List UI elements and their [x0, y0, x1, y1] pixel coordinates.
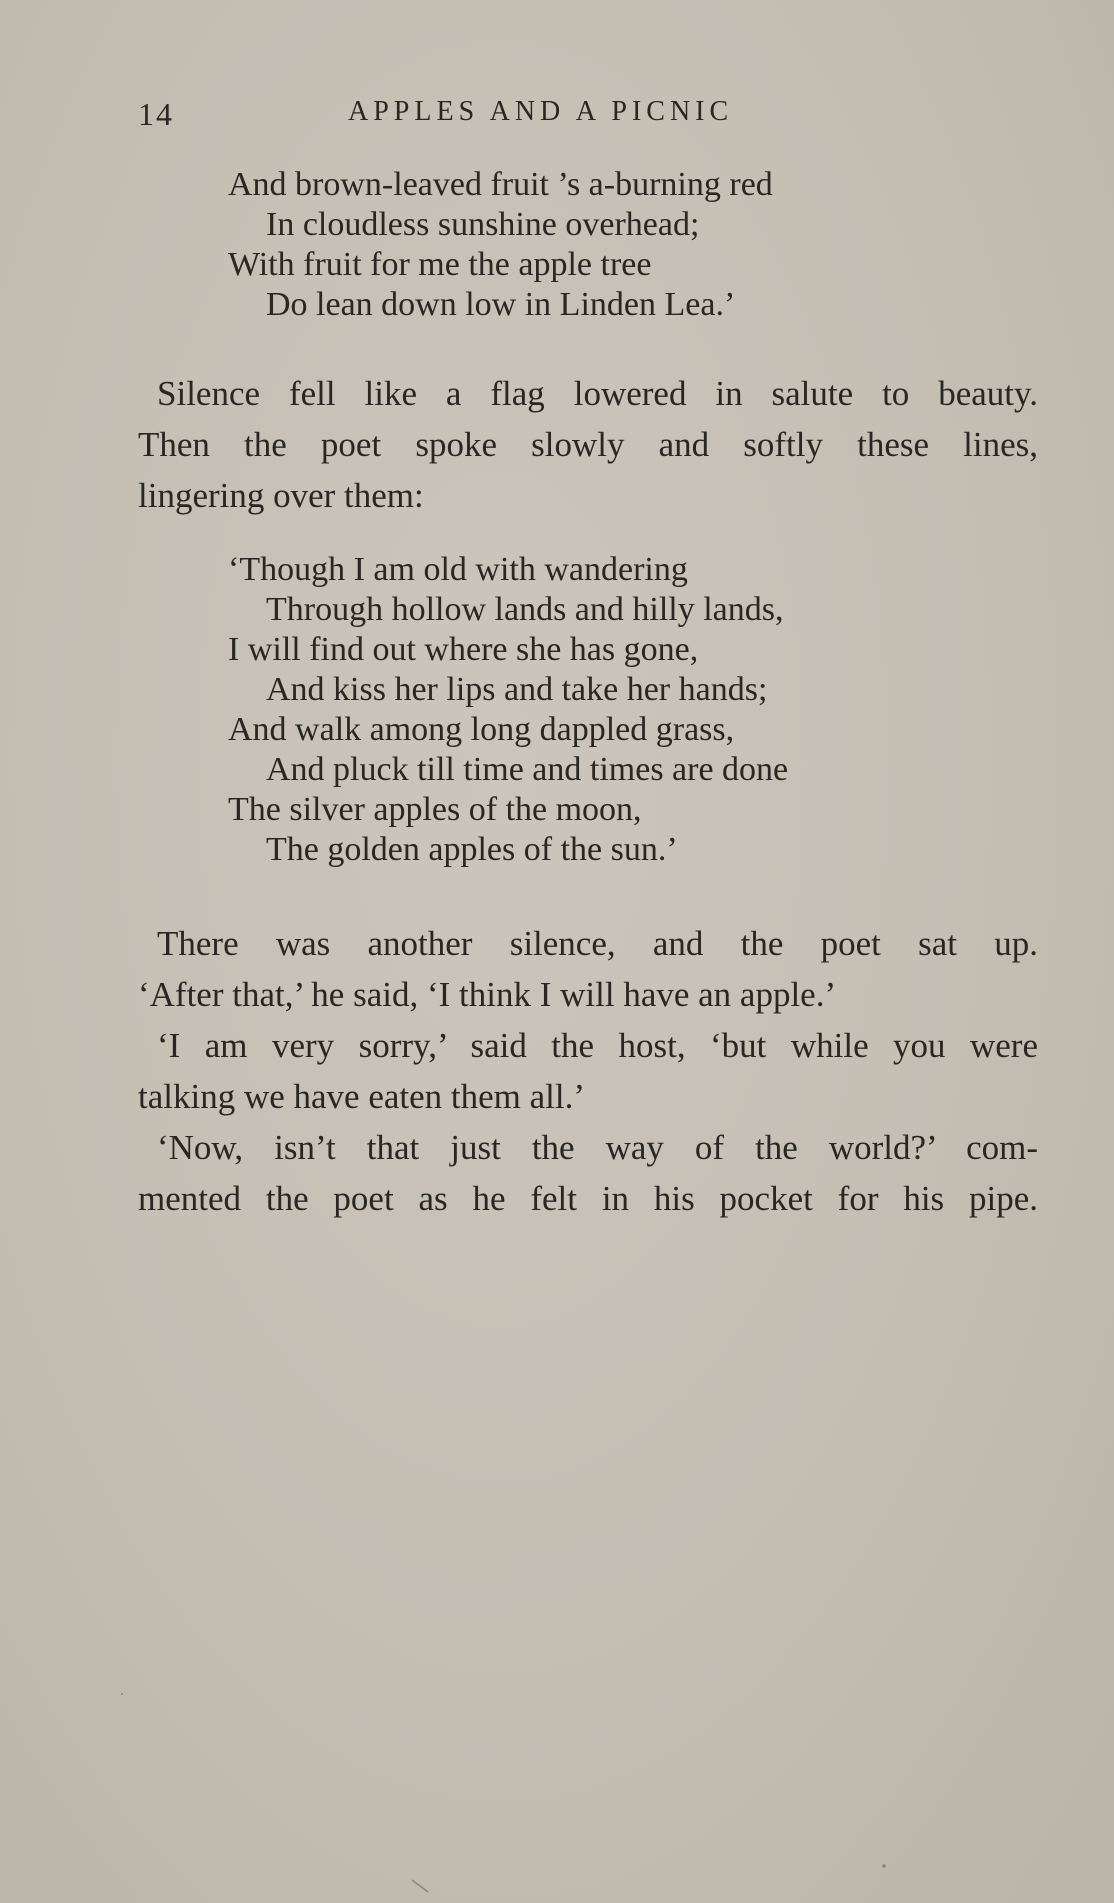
verse-line: Through hollow lands and hilly lands,	[266, 591, 784, 628]
verse-line: Do lean down low in Linden Lea.’	[266, 286, 736, 323]
verse-line: In cloudless sunshine overhead;	[266, 206, 700, 243]
paragraph-line: lingering over them:	[138, 476, 424, 515]
paragraph-line: ‘Now, isn’t that just the way of the world?’ com-	[157, 1128, 1038, 1167]
paragraph-line: There was another silence, and the poet sat up.	[157, 924, 1038, 963]
paragraph-line: Then the poet spoke slowly and softly these lines,	[138, 425, 1038, 464]
paragraph-line: ‘After that,’ he said, ‘I think I will have an apple.’	[138, 975, 837, 1014]
verse-line: With fruit for me the apple tree	[228, 246, 652, 283]
verse-line: The silver apples of the moon,	[228, 791, 642, 828]
verse-line: And pluck till time and times are done	[266, 751, 789, 788]
verse-line: And walk among long dappled grass,	[228, 711, 735, 748]
verse-line: I will find out where she has gone,	[228, 631, 699, 668]
paragraph-line: ‘I am very sorry,’ said the host, ‘but while you were	[157, 1026, 1038, 1065]
paragraph-line: mented the poet as he felt in his pocket for his pipe.	[138, 1179, 1038, 1218]
verse-line: The golden apples of the sun.’	[266, 831, 678, 868]
verse-line: And kiss her lips and take her hands;	[266, 671, 768, 708]
verse-line: ‘Though I am old with wandering	[228, 551, 688, 588]
paper-speck	[882, 1864, 886, 1868]
paragraph-line: talking we have eaten them all.’	[138, 1077, 586, 1116]
chapter-title: APPLES AND A PICNIC	[348, 96, 734, 127]
verse-line: And brown-leaved fruit ’s a-burning red	[228, 166, 773, 203]
paragraph-line: Silence fell like a flag lowered in salute to beauty.	[157, 374, 1038, 413]
paper-speck	[412, 1880, 428, 1892]
paper-speck	[121, 1693, 123, 1695]
page-number: 14	[138, 96, 174, 132]
